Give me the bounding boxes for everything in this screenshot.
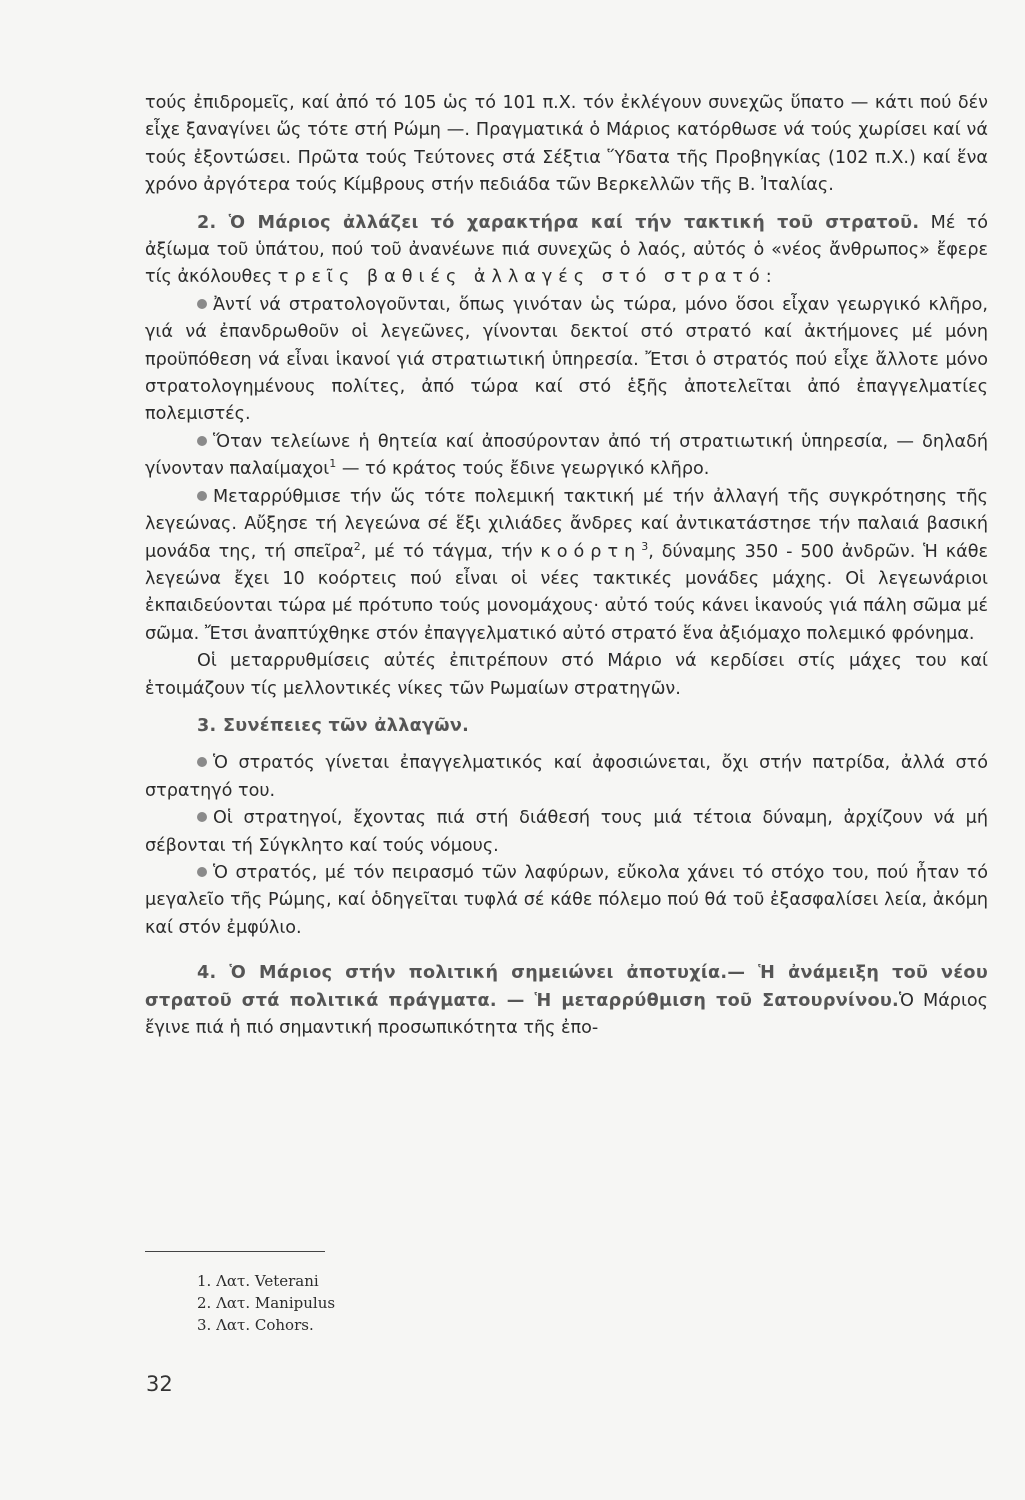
footnote-3: 3. Λατ. Cohors.	[197, 1316, 314, 1334]
section-3-bullet-1: Ὁ στρατός γίνεται ἐπαγγελματικός καί ἀφοσιώνεται, ὄχι στήν πατρίδα, ἀλλά στό στρατηγό του.	[145, 753, 988, 801]
section-3-heading: 3. Συνέπειες τῶν ἀλλαγῶν.	[197, 715, 470, 736]
section-4-paragraph: 4. Ὁ Μάριος στήν πολιτική σημειώνει ἀποτυχία.— Ἡ ἀνάμειξη τοῦ νέου στρατοῦ στά πολιτικά πράγματα. — Ἡ μεταρρύθμιση τοῦ Σατουρνίνου.Ὁ Μάριος ἔγινε πιά ἡ πιό σημαντική προσωπικότητα τῆς ἐπο-	[145, 963, 988, 1038]
bullet-icon	[197, 757, 207, 767]
bullet-icon	[197, 491, 207, 501]
footnote-1: 1. Λατ. Veterani	[197, 1272, 319, 1290]
spaced-emphasis: κοόρτη	[540, 541, 642, 562]
page-number: 32	[146, 1372, 173, 1396]
section-2-bullet-3: Μεταρρύθμισε τήν ὥς τότε πολεμική τακτική μέ τήν ἀλλαγή τῆς συγκρότησης τῆς λεγεώνας. Αὔξησε τή λεγεώνα σέ ἕξι χιλιάδες ἄνδρες καί ἀντικατάστησε τήν παλαιά βασική μονάδα της, τή σπεῖρα$^2$, μέ τό τάγμα, τήν κοόρτη$^3$, δύναμης 350 - 500 ἀνδρῶν. Ἡ κάθε λεγεώνα ἔχει 10 κοόρτεις πού εἶναι οἱ νέες τακτικές μονάδες μάχης. Οἱ λεγεωνάριοι ἐκπαιδεύονται τώρα μέ πρότυπο τούς μονομάχους· αὐτό τούς κάνει ἱκανούς γιά πάλη σῶμα μέ σῶμα. Ἔτσι ἀναπτύχθηκε στόν ἐπαγγελματικό αὐτό στρατό ἕνα ἀξιόμαχο πολεμικό φρόνημα.	[145, 486, 988, 644]
section-3-bullet-3: Ὁ στρατός, μέ τόν πειρασμό τῶν λαφύρων, εὔκολα χάνει τό στόχο του, πού ἦταν τό μεγαλεῖο τῆς Ρώμης, καί ὁδηγεῖται τυφλά σέ κάθε πόλεμο πού θά τοῦ ἐξασφαλίσει λεία, ἀκόμη καί στόν ἐμφύλιο.	[145, 862, 988, 938]
bullet-icon	[197, 812, 207, 822]
section-2-closing: Οἱ μεταρρυθμίσεις αὐτές ἐπιτρέπουν στό Μάριο νά κερδίσει στίς μάχες του καί ἑτοιμάζουν τίς μελλοντικές νίκες τῶν Ρωμαίων στρατηγῶν.	[145, 651, 988, 699]
section-2-intro: 2. Ὁ Μάριος ἀλλάζει τό χαρακτήρα καί τήν τακτική τοῦ στρατοῦ. Μέ τό ἀξίωμα τοῦ ὑπάτου, πού τοῦ ἀνανέωνε πιά συνεχῶς ὁ λαός, αὐτός ὁ «νέος ἄνθρωπος» ἔφερε τίς ἀκόλουθες τρεῖς βαθιές ἀλλαγές στό στρατό:	[145, 212, 989, 288]
section-2-bullet-2: Ὅταν τελείωνε ἡ θητεία καί ἀποσύρονταν ἀπό τή στρατιωτική ὑπηρεσία, — δηλαδή γίνονταν παλαίμαχοι$^1$ — τό κράτος τούς ἔδινε γεωργικό κλῆρο.	[145, 431, 988, 480]
spaced-emphasis: τρεῖς βαθιές ἀλλαγές στό στρατό	[277, 267, 766, 288]
section-3-bullet-2: Οἱ στρατηγοί, ἔχοντας πιά στή διάθεσή τους μιά τέτοια δύναμη, ἀρχίζουν νά μή σέβονται τή Σύγκλητο καί τούς νόμους.	[145, 808, 988, 856]
footnote-2: 2. Λατ. Manipulus	[197, 1294, 336, 1312]
section-2-heading: 2. Ὁ Μάριος ἀλλάζει τό χαρακτήρα καί τήν τακτική τοῦ στρατοῦ.	[197, 212, 920, 233]
paragraph-top: τούς ἐπιδρομεῖς, καί ἀπό τό 105 ὡς τό 101 π.Χ. τόν ἐκλέγουν συνεχῶς ὕπατο — κάτι πού δέν εἶχε ξαναγίνει ὥς τότε στή Ρώμη —. Πραγματικά ὁ Μάριος κατόρθωσε νά τούς χωρίσει καί νά τούς ἐξοντώσει. Πρῶτα τούς Τεύτονες στά Σέξτια Ὕδατα τῆς Προβηγκίας (102 π.Χ.) καί ἕνα χρόνο ἀργότερα τούς Κίμβρους στήν πεδιάδα τῶν Βερκελλῶν τῆς Β. Ἰταλίας.	[145, 93, 988, 196]
footnote-divider	[145, 1251, 325, 1252]
footnote-ref-2: 2	[353, 539, 361, 553]
section-4-heading: 4. Ὁ Μάριος στήν πολιτική σημειώνει ἀποτυχία.— Ἡ ἀνάμειξη τοῦ νέου στρατοῦ στά πολιτικά πράγματα. — Ἡ μεταρρύθμιση τοῦ Σατουρνίνου.	[145, 963, 988, 1011]
section-2-bullet-1: Ἀντί νά στρατολογοῦνται, ὅπως γινόταν ὡς τώρα, μόνο ὅσοι εἶχαν γεωργικό κλῆρο, γιά νά ἐπανδρωθοῦν οἱ λεγεῶνες, γίνονται δεκτοί στό στρατό καί ἀκτήμονες μέ μόνη προϋπόθεση νά εἶναι ἱκανοί γιά στρατιωτική ὑπηρεσία. Ἔτσι ὁ στρατός πού εἶχε ἄλλοτε μόνο στρατολογημένους πολίτες, ἀπό τώρα καί στό ἑξῆς ἀποτελεῖται ἀπό ἐπαγγελματίες πολεμιστές.	[145, 294, 988, 425]
footnote-ref-3: 3	[641, 539, 649, 553]
bullet-icon	[197, 436, 207, 446]
section-3-heading-line	[145, 713, 988, 740]
bullet-icon	[197, 867, 207, 877]
page-body	[145, 90, 988, 1042]
bullet-icon	[197, 299, 207, 309]
footnote-ref-1: 1	[329, 457, 337, 471]
footnotes	[197, 1270, 335, 1336]
